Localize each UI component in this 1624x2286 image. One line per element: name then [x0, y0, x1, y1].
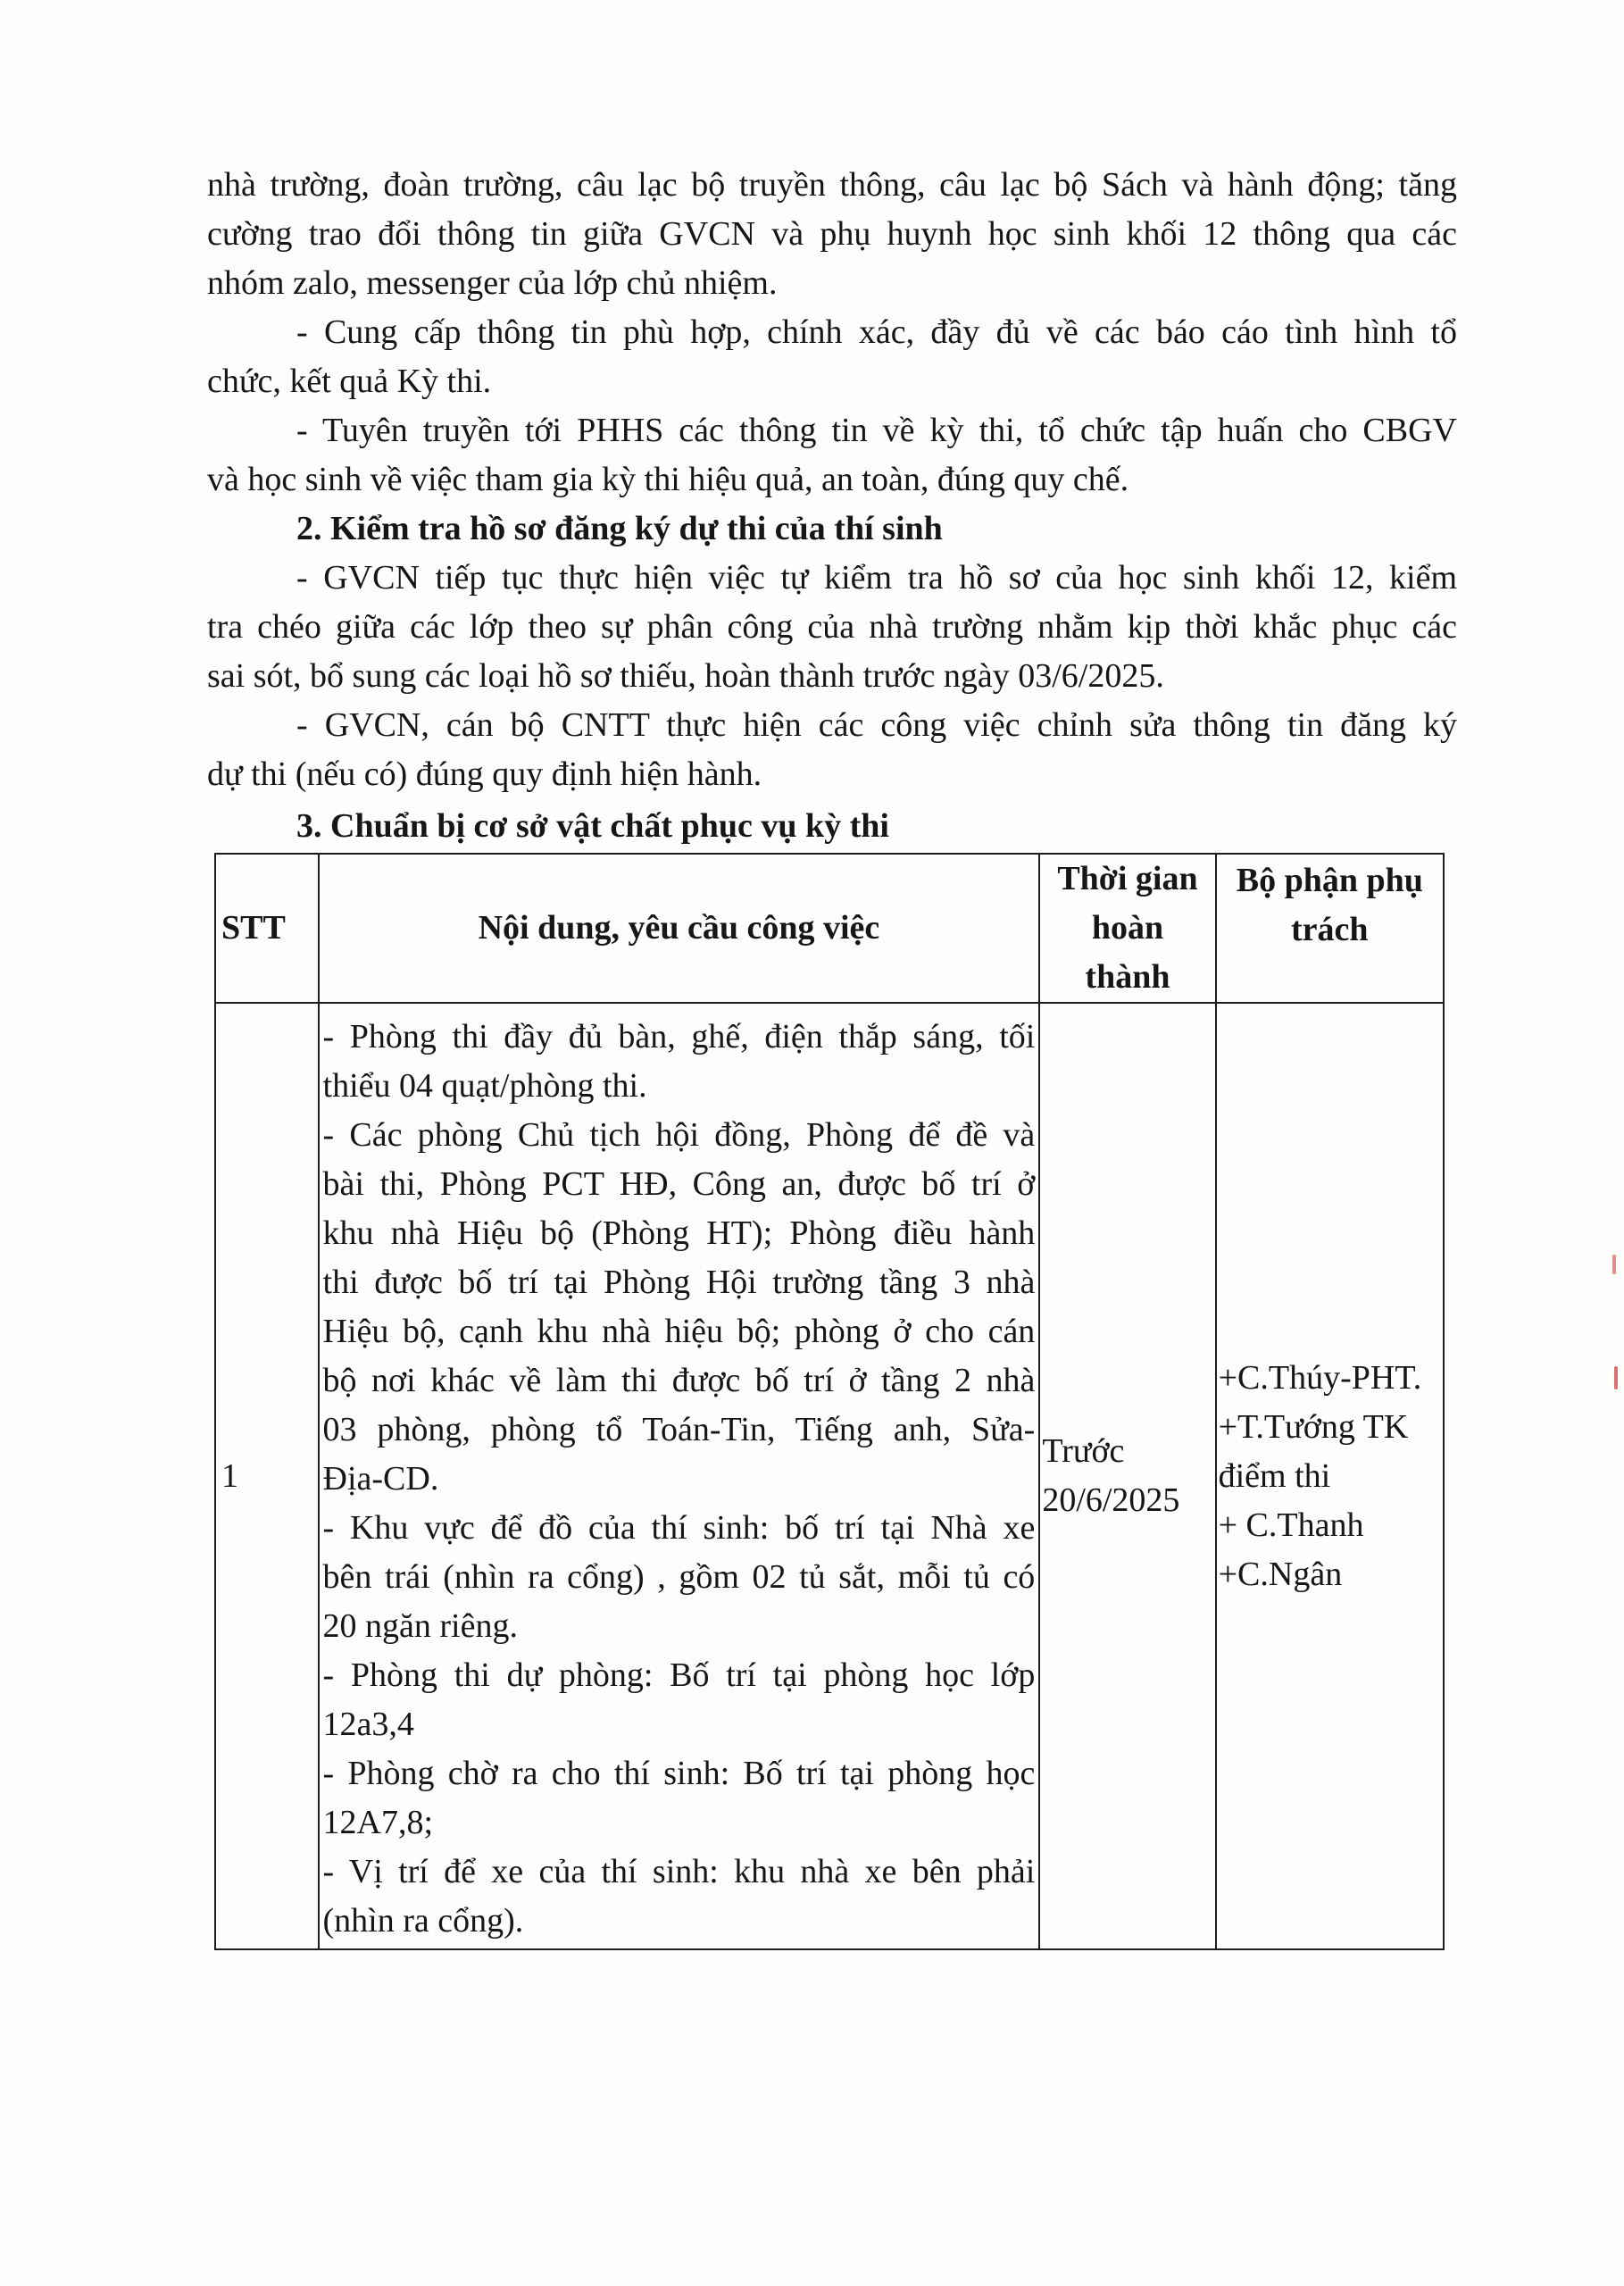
content-line: 20 ngăn riêng.: [322, 1607, 518, 1645]
paragraph-line: sai sót, bổ sung các loại hồ sơ thiếu, hoàn thành trước ngày 03/6/2025.: [207, 657, 1164, 695]
scan-mark: [1612, 1255, 1616, 1274]
content-line: Địa-CD.: [322, 1460, 439, 1498]
header-dept: [1216, 854, 1444, 1003]
header-time-line: Thời gian: [1057, 860, 1198, 897]
content-line: 12A7,8;: [322, 1804, 434, 1841]
paragraph-line: tra chéo giữa các lớp theo sự phân công của nhà trường nhằm kịp thời khắc phục các: [207, 608, 1457, 646]
content-line: - Phòng thi dự phòng: Bố trí tại phòng học lớp: [322, 1656, 1036, 1694]
paragraph-line: dự thi (nếu có) đúng quy định hiện hành.: [207, 755, 762, 793]
cell-time: [1039, 1003, 1215, 1949]
content-line: bộ nơi khác về làm thi được bố trí ở tầng 2 nhà: [322, 1362, 1036, 1399]
header-time: [1039, 854, 1215, 1003]
paragraph-line: - Tuyên truyền tới PHHS các thông tin về kỳ thi, tổ chức tập huấn cho CBGV: [296, 412, 1457, 449]
header-stt: STT: [215, 854, 319, 1003]
content-line: bài thi, Phòng PCT HĐ, Công an, được bố trí ở: [322, 1165, 1036, 1203]
dept-line: +C.Thúy-PHT.: [1218, 1358, 1422, 1397]
cell-dept: [1216, 1003, 1444, 1949]
time-line: 20/6/2025: [1042, 1481, 1180, 1519]
content-line: khu nhà Hiệu bộ (Phòng HT); Phòng điều hành: [322, 1214, 1036, 1252]
header-content: Nội dung, yêu cầu công việc: [319, 854, 1040, 1003]
paragraph-line: chức, kết quả Kỳ thi.: [207, 363, 492, 400]
section-heading: 3. Chuẩn bị cơ sở vật chất phục vụ kỳ thi: [296, 807, 889, 845]
facilities-table: [214, 853, 1445, 1950]
content-line: thiểu 04 quạt/phòng thi.: [322, 1067, 647, 1105]
cell-stt: 1: [215, 1003, 319, 1949]
content-line: - Khu vực để đồ của thí sinh: bố trí tại Nhà xe: [322, 1509, 1036, 1547]
content-line: (nhìn ra cổng).: [322, 1902, 524, 1940]
dept-line: +T.Tướng TK: [1218, 1407, 1409, 1446]
content-line: 12a3,4: [322, 1706, 414, 1743]
paragraph-line: - Cung cấp thông tin phù hợp, chính xác, đầy đủ về các báo cáo tình hình tổ: [296, 313, 1457, 351]
content-line: Hiệu bộ, cạnh khu nhà hiệu bộ; phòng ở cho cán: [322, 1313, 1036, 1350]
content-line: 03 phòng, phòng tổ Toán-Tin, Tiếng anh, Sửa-: [322, 1411, 1036, 1448]
content-line: - Phòng thi đầy đủ bàn, ghế, điện thắp sáng, tối: [322, 1018, 1036, 1055]
paragraph-line: - GVCN tiếp tục thực hiện việc tự kiểm tra hồ sơ của học sinh khối 12, kiểm: [296, 559, 1457, 597]
content-line: thi được bố trí tại Phòng Hội trường tầng 3 nhà: [322, 1264, 1036, 1301]
table-row: [215, 1003, 1444, 1949]
content-line: - Phòng chờ ra cho thí sinh: Bố trí tại phòng học: [322, 1755, 1036, 1792]
paragraph-line: và học sinh về việc tham gia kỳ thi hiệu quả, an toàn, đúng quy chế.: [207, 461, 1129, 498]
dept-line: điểm thi: [1218, 1456, 1331, 1495]
content-line: - Các phòng Chủ tịch hội đồng, Phòng để đề và: [322, 1116, 1036, 1154]
header-time-line: thành: [1085, 958, 1170, 996]
paragraph-line: - GVCN, cán bộ CNTT thực hiện các công việc chỉnh sửa thông tin đăng ký: [296, 706, 1457, 744]
section-heading: 2. Kiểm tra hồ sơ đăng ký dự thi của thí sinh: [296, 510, 943, 547]
scan-mark: [1614, 1366, 1618, 1389]
content-line: bên trái (nhìn ra cổng) , gồm 02 tủ sắt, mỗi tủ có: [322, 1558, 1036, 1596]
time-line: Trước: [1042, 1432, 1125, 1470]
paragraph-line: nhóm zalo, messenger của lớp chủ nhiệm.: [207, 264, 778, 302]
content-line: - Vị trí để xe của thí sinh: khu nhà xe bên phải: [322, 1853, 1036, 1890]
paragraph-line: nhà trường, đoàn trường, câu lạc bộ truyền thông, câu lạc bộ Sách và hành động; tăng: [207, 166, 1457, 204]
cell-content: [319, 1003, 1040, 1949]
table-header-row: [215, 854, 1444, 1003]
paragraph-line: cường trao đổi thông tin giữa GVCN và phụ huynh học sinh khối 12 thông qua các: [207, 215, 1457, 253]
header-dept-line: trách: [1291, 911, 1369, 948]
header-time-line: hoàn: [1091, 909, 1164, 947]
dept-line: +C.Ngân: [1218, 1555, 1343, 1593]
dept-line: + C.Thanh: [1218, 1506, 1364, 1544]
header-dept-line: Bộ phận phụ: [1236, 862, 1423, 899]
